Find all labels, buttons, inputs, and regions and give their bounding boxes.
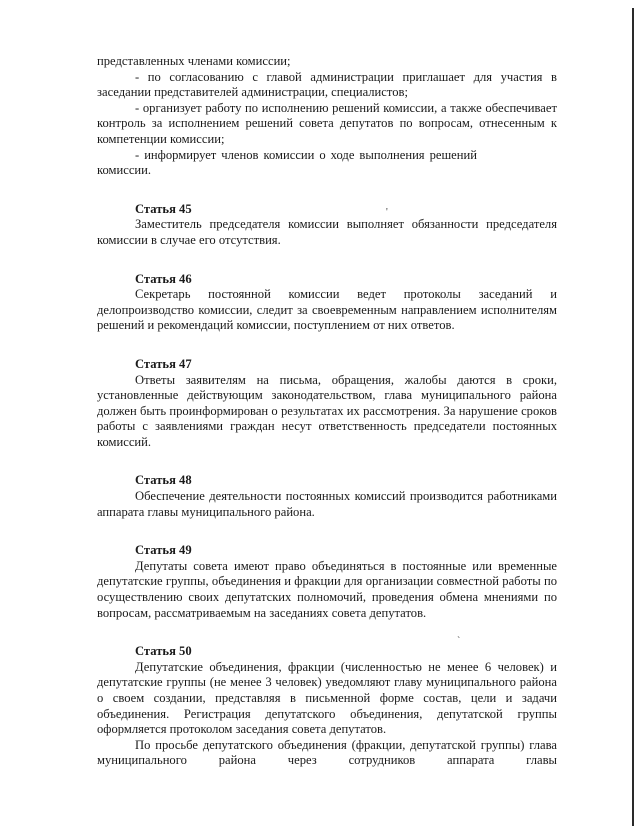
spacer bbox=[97, 450, 557, 473]
article-paragraph: Заместитель председателя комиссии выполняет обязанности председателя комиссии в случае его отсутствия. bbox=[97, 217, 557, 247]
article-heading: Статья 49 bbox=[135, 543, 192, 558]
intro-bullet: - по согласованию с главой администрации приглашает для участия в заседании представителей администрации, специалистов; bbox=[97, 69, 557, 100]
spacer bbox=[97, 334, 557, 357]
intro-line: представленных членами комиссии; bbox=[97, 54, 291, 68]
article-paragraph: По просьбе депутатского объединения (фракции, депутатской группы) глава муниципального района через сотрудников аппарата главы bbox=[97, 737, 557, 768]
article-heading: Статья 48 bbox=[135, 473, 192, 488]
article-paragraph: Обеспечение деятельности постоянных комиссий производится работниками аппарата главы муниципального района. bbox=[97, 489, 557, 519]
spacer bbox=[97, 520, 557, 543]
article-heading: Статья 47 bbox=[135, 356, 192, 371]
article-heading: Статья 46 bbox=[135, 271, 192, 286]
article-paragraph: Ответы заявителям на письма, обращения, жалобы даются в сроки, установленные действующим законодательством, глава муниципального района должен быть проинформирован о результатах их рассмотрения. За нарушение сроков работы с заявлениями граждан несут ответственность председатели постоянных комиссий. bbox=[97, 372, 557, 449]
document-body bbox=[97, 54, 557, 769]
article-paragraph: Секретарь постоянной комиссии ведет протоколы заседаний и делопроизводство комиссии, следит за своевременным направлением исполнителям решений и рекомендаций комиссии, поступлением от них ответов. bbox=[97, 287, 557, 333]
spacer bbox=[97, 249, 557, 272]
spacer bbox=[97, 179, 557, 202]
article-heading: Статья 45 bbox=[135, 201, 192, 216]
article-paragraph: Депутаты совета имеют право объединяться в постоянные или временные депутатские группы, объединения и фракции для организации совместной работы по осуществлению своих депутатских полномочий, проведения обмена мнениями по вопросам, рассматриваемым на заседаниях совета депутатов. bbox=[97, 558, 557, 620]
intro-bullet: - организует работу по исполнению решений комиссии, а также обеспечивает контроль за исполнением решений совета депутатов по вопросам, отнесенным к компетенции комиссии; bbox=[97, 100, 557, 146]
scan-speck: ' bbox=[386, 207, 388, 218]
intro-bullet: - информирует членов комиссии о ходе выполнения решений комиссии. bbox=[97, 147, 477, 178]
scan-speck: ` bbox=[457, 636, 461, 647]
spacer bbox=[97, 621, 557, 644]
scan-edge-line bbox=[632, 8, 634, 826]
article-paragraph: Депутатские объединения, фракции (численностью не менее 6 человек) и депутатские группы (не менее 3 человек) уведомляют главу муниципального района о своем создании, представляя в письменной форме состав, цели и задачи объединения. Регистрация депутатского объединения, депутатской группы оформляется протоколом заседания совета депутатов. bbox=[97, 659, 557, 737]
article-heading: Статья 50 bbox=[135, 644, 192, 659]
